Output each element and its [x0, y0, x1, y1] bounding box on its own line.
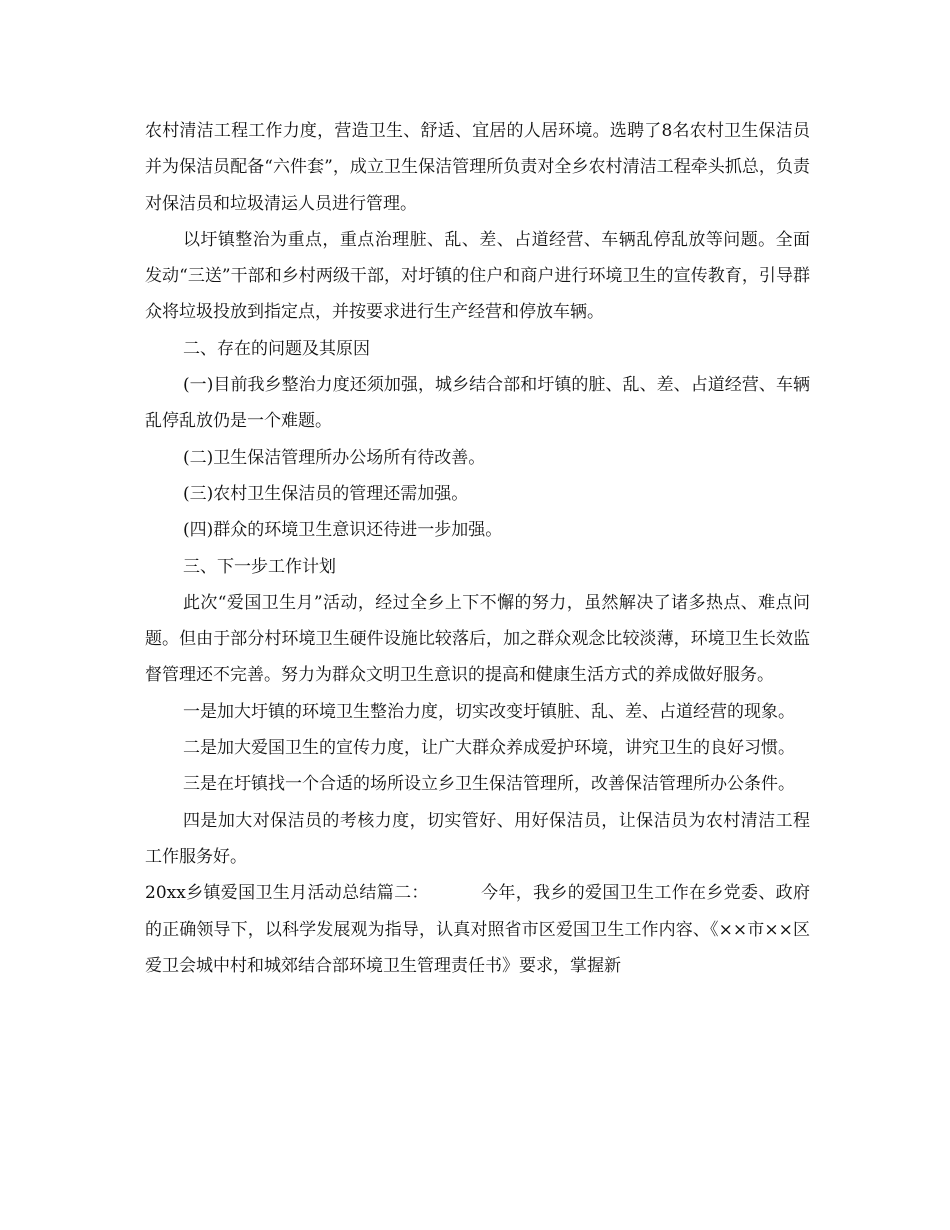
problem-item-4: (四)群众的环境卫生意识还待进一步加强。 — [183, 520, 503, 541]
part-two-text: 今年，我乡的爱国卫生工作在乡党委、政府的正确领导下，以科学发展观为指导，认真对照省市区爱国卫生工作内容、《××市××区爱卫会城中村和城郊结合部环境卫生管理责任书》要求，掌握新 — [145, 883, 811, 976]
problem-item-2: (二)卫生保洁管理所办公场所有待改善。 — [183, 447, 486, 468]
part-two-heading: 20xx乡镇爱国卫生月活动总结篇二： — [145, 883, 429, 904]
problem-item-3: (三)农村卫生保洁员的管理还需加强。 — [183, 483, 469, 504]
paragraph-continuation: 农村清洁工程工作力度，营造卫生、舒适、宜居的人居环境。选聘了8名农村卫生保洁员并为保洁员配备“六件套”，成立卫生保洁管理所负责对全乡农村清洁工程牵头抓总，负责对保洁员和垃圾清运人员进行管理。 — [145, 121, 810, 214]
section-heading-next-plan: 三、下一步工作计划 — [183, 556, 336, 577]
plan-item-3: 三是在圩镇找一个合适的场所设立乡卫生保洁管理所，改善保洁管理所办公条件。 — [183, 774, 795, 795]
paragraph-part-two — [145, 875, 810, 984]
plan-item-4: 四是加大对保洁员的考核力度，切实管好、用好保洁员，让保洁员为农村清洁工程工作服务好。 — [145, 810, 810, 867]
problem-item-1: (一)目前我乡整治力度还须加强，城乡结合部和圩镇的脏、乱、差、占道经营、车辆乱停乱放仍是一个难题。 — [145, 375, 810, 432]
document-body — [145, 113, 810, 984]
section-heading-problems: 二、存在的问题及其原因 — [183, 338, 370, 359]
plan-item-1: 一是加大圩镇的环境卫生整治力度，切实改变圩镇脏、乱、差、占道经营的现象。 — [183, 701, 795, 722]
paragraph-plan-intro: 此次“爱国卫生月”活动，经过全乡上下不懈的努力，虽然解决了诸多热点、难点问题。但由于部分村环境卫生硬件设施比较落后，加之群众观念比较淡薄，环境卫生长效监督管理还不完善。努力为群众文明卫生意识的提高和健康生活方式的养成做好服务。 — [145, 592, 810, 686]
paragraph-town-rectification: 以圩镇整治为重点，重点治理脏、乱、差、占道经营、车辆乱停乱放等问题。全面发动“三送”干部和乡村两级干部，对圩镇的住户和商户进行环境卫生的宣传教育，引导群众将垃圾投放到指定点，并按要求进行生产经营和停放车辆。 — [145, 229, 810, 323]
plan-item-2: 二是加大爱国卫生的宣传力度，让广大群众养成爱护环境，讲究卫生的良好习惯。 — [183, 738, 795, 759]
